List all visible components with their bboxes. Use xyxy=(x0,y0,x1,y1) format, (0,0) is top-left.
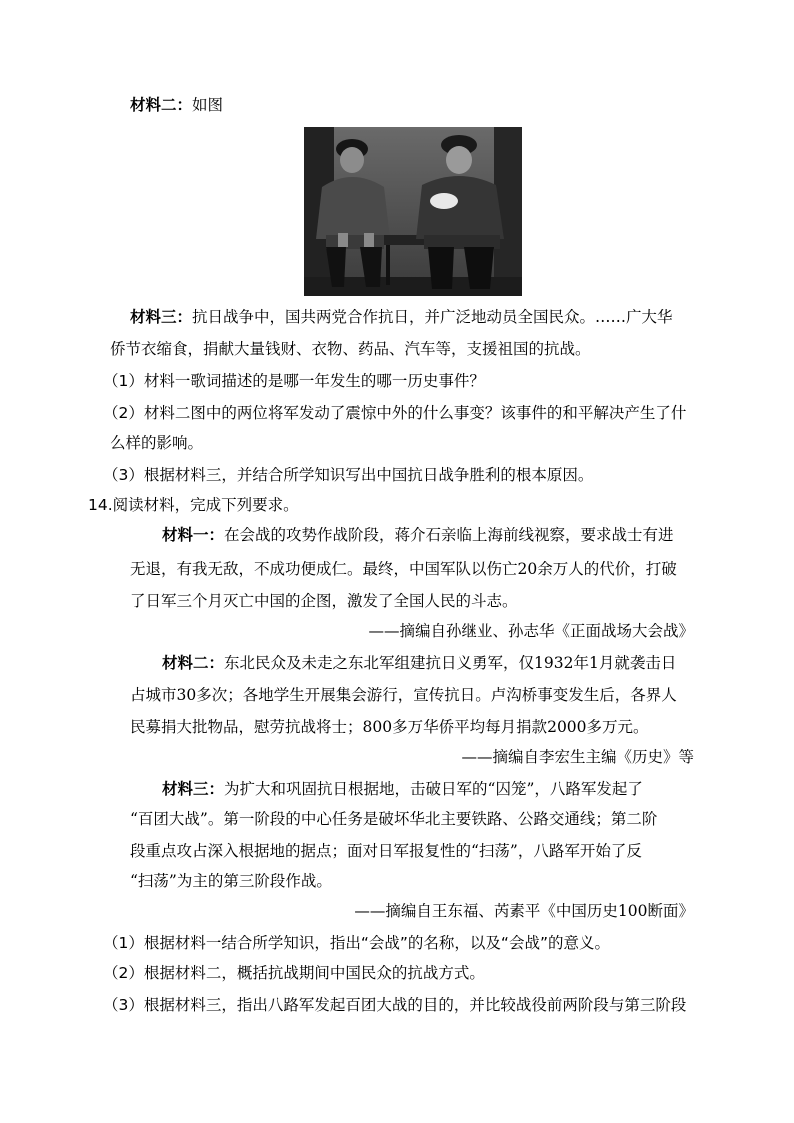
sub-question-1: （1）根据材料一结合所学知识，指出“会战”的名称，以及“会战”的意义。 xyxy=(103,934,610,952)
question-1: （1）材料一歌词描述的是哪一年发生的哪一历史事件？ xyxy=(103,372,485,390)
material-2b-source: ——摘编自李宏生主编《历史》等 xyxy=(461,748,694,766)
material-3-line-2: 侨节衣缩食，捐献大量钱财、衣物、药品、汽车等，支援祖国的抗战。 xyxy=(110,340,591,358)
material-1-source: ——摘编自孙继业、孙志华《正面战场大会战》 xyxy=(368,622,694,640)
material-1-line-3: 了日军三个月灭亡中国的企图，激发了全国人民的斗志。 xyxy=(130,592,518,610)
material-3-line-1 xyxy=(130,307,673,327)
material-3b-line-1 xyxy=(162,779,643,799)
material-1-line-1 xyxy=(162,525,674,545)
material-1-label: 材料一： xyxy=(162,525,225,544)
question-14-heading: 14.阅读材料，完成下列要求。 xyxy=(88,496,299,514)
material-2-text: 如图 xyxy=(192,96,224,114)
question-2-line-2: 么样的影响。 xyxy=(110,434,204,452)
material-3-text-1: 抗日战争中，国共两党合作抗日，并广泛地动员全国民众。……广大华 xyxy=(192,308,673,326)
material-2-label: 材料二： xyxy=(130,95,193,114)
material-2-heading xyxy=(130,95,223,115)
sub-question-3: （3）根据材料三，指出八路军发起百团大战的目的，并比较战役前两阶段与第三阶段 xyxy=(103,996,687,1014)
material-3b-label: 材料三： xyxy=(162,779,225,798)
material-2b-line-3: 民募捐大批物品，慰劳抗战将士；800多万华侨平均每月捐款2000多万元。 xyxy=(130,718,649,736)
question-3: （3）根据材料三，并结合所学知识写出中国抗日战争胜利的根本原因。 xyxy=(103,466,594,484)
sub-question-2: （2）根据材料二，概括抗战期间中国民众的抗战方式。 xyxy=(103,964,485,982)
material-3b-text-1: 为扩大和巩固抗日根据地，击破日军的“囚笼”，八路军发起了 xyxy=(224,780,643,798)
photo-image xyxy=(304,127,522,296)
material-2b-line-1 xyxy=(162,653,676,673)
material-2b-label: 材料二： xyxy=(162,653,225,672)
material-1-text-1: 在会战的攻势作战阶段，蒋介石亲临上海前线视察，要求战士有进 xyxy=(224,526,674,544)
question-2-line-1: （2）材料二图中的两位将军发动了震惊中外的什么事变？该事件的和平解决产生了什 xyxy=(103,404,687,422)
historical-photo xyxy=(304,127,522,296)
material-3b-line-4: “扫荡”为主的第三阶段作战。 xyxy=(130,872,332,890)
material-2b-line-2: 占城市30多次；各地学生开展集会游行，宣传抗日。卢沟桥事变发生后，各界人 xyxy=(130,686,677,704)
material-1-line-2: 无退，有我无敌，不成功便成仁。最终，中国军队以伤亡20余万人的代价，打破 xyxy=(130,560,677,578)
material-3b-source: ——摘编自王东福、芮素平《中国历史100断面》 xyxy=(354,902,694,920)
material-3b-line-3: 段重点攻占深入根据地的据点；面对日军报复性的“扫荡”，八路军开始了反 xyxy=(130,842,642,860)
material-3-label: 材料三： xyxy=(130,307,193,326)
material-3b-line-2: “百团大战”。第一阶段的中心任务是破坏华北主要铁路、公路交通线；第二阶 xyxy=(130,810,658,828)
material-2b-text-1: 东北民众及未走之东北军组建抗日义勇军，仅1932年1月就袭击日 xyxy=(224,654,677,672)
